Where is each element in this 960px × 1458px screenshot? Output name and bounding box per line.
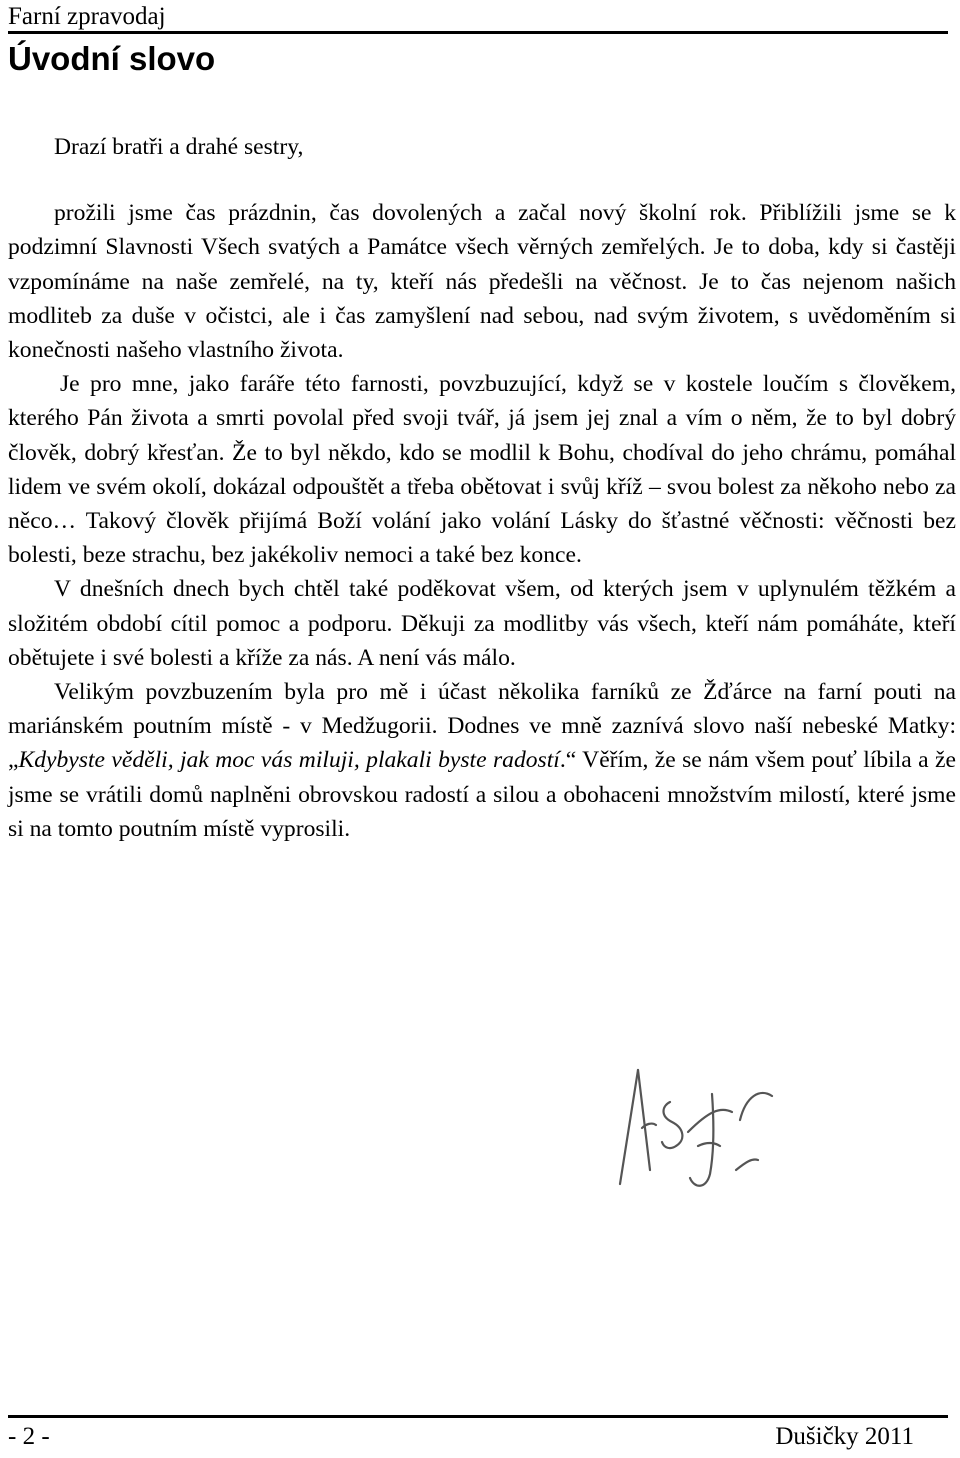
paragraph-1: prožili jsme čas prázdnin, čas dovolených a začal nový školní rok. Přiblížili jsme se k podzimní Slavnosti Všech svatých a Památce všech věrných zemřelých. Je to doba, kdy si častěji vzpomínáme na naše zemřelé, na ty, kteří nás předešli na věčnost. Je to čas nejenom našich modliteb za duše v očistci, ale i čas zamyšlení nad sebou, nad svým životem, s uvědoměním si konečnosti našeho vlastního života. xyxy=(8,200,956,364)
page-number: - 2 - xyxy=(8,1423,50,1450)
paragraph-3: V dnešních dnech bych chtěl také poděkovat všem, od kterých jsem v uplynulém těžkém a složitém období cítil pomoc a podporu. Děkuji za modlitby vás všech, kteří nám pomáháte, kteří obětujete i své bolesti a kříže za nás. A není vás málo. xyxy=(8,576,956,671)
salutation: Drazí bratři a drahé sestry, xyxy=(54,134,304,160)
footer-divider xyxy=(8,1415,948,1418)
header-divider xyxy=(8,31,948,34)
paragraph-4 xyxy=(8,675,956,846)
paragraph-4-text: Velikým povzbuzením byla pro mě i účast několika farníků ze Žďárce na farní pouti na mariánském poutním místě - v Medžugorii. Dodnes ve mně zaznívá slovo naší nebeské Matky: „ xyxy=(8,679,956,774)
paragraph-2: Je pro mne, jako faráře této farnosti, povzbuzující, když se v kostele loučím s člověkem, kterého Pán života a smrti povolal před svoji tvář, já jsem jej znal a vím o něm, že to byl dobrý člověk, dobrý křesťan. Že to byl někdo, kdo se modlil k Bohu, chodíval do jeho chrámu, pomáhal lidem ve svém okolí, dokázal odpouštět a třeba obětovat i svůj kříž – svou bolest za někoho nebo za něco… Takový člověk přijímá Boží volání jako volání Lásky do šťastné věčnosti: věčnosti bez bolesti, beze strachu, bez jakékoliv nemoci a také bez konce. xyxy=(8,371,956,569)
paragraph-4-text-end: .“ Věřím, že se nám všem pouť líbila a že jsme se vrátili domů naplněni obrovskou radostí a silou a obohaceni množstvím milostí, které jsme si na tomto poutním místě vyprosili. xyxy=(8,747,956,842)
issue-label: Dušičky 2011 xyxy=(775,1423,914,1450)
handwritten-signature xyxy=(590,1062,830,1202)
article-title: Úvodní slovo xyxy=(8,40,216,77)
marian-quote: Kdybyste věděli, jak moc vás miluji, plakali byste radostí xyxy=(18,747,560,774)
article-body xyxy=(8,130,956,846)
publication-name: Farní zpravodaj xyxy=(8,3,166,30)
